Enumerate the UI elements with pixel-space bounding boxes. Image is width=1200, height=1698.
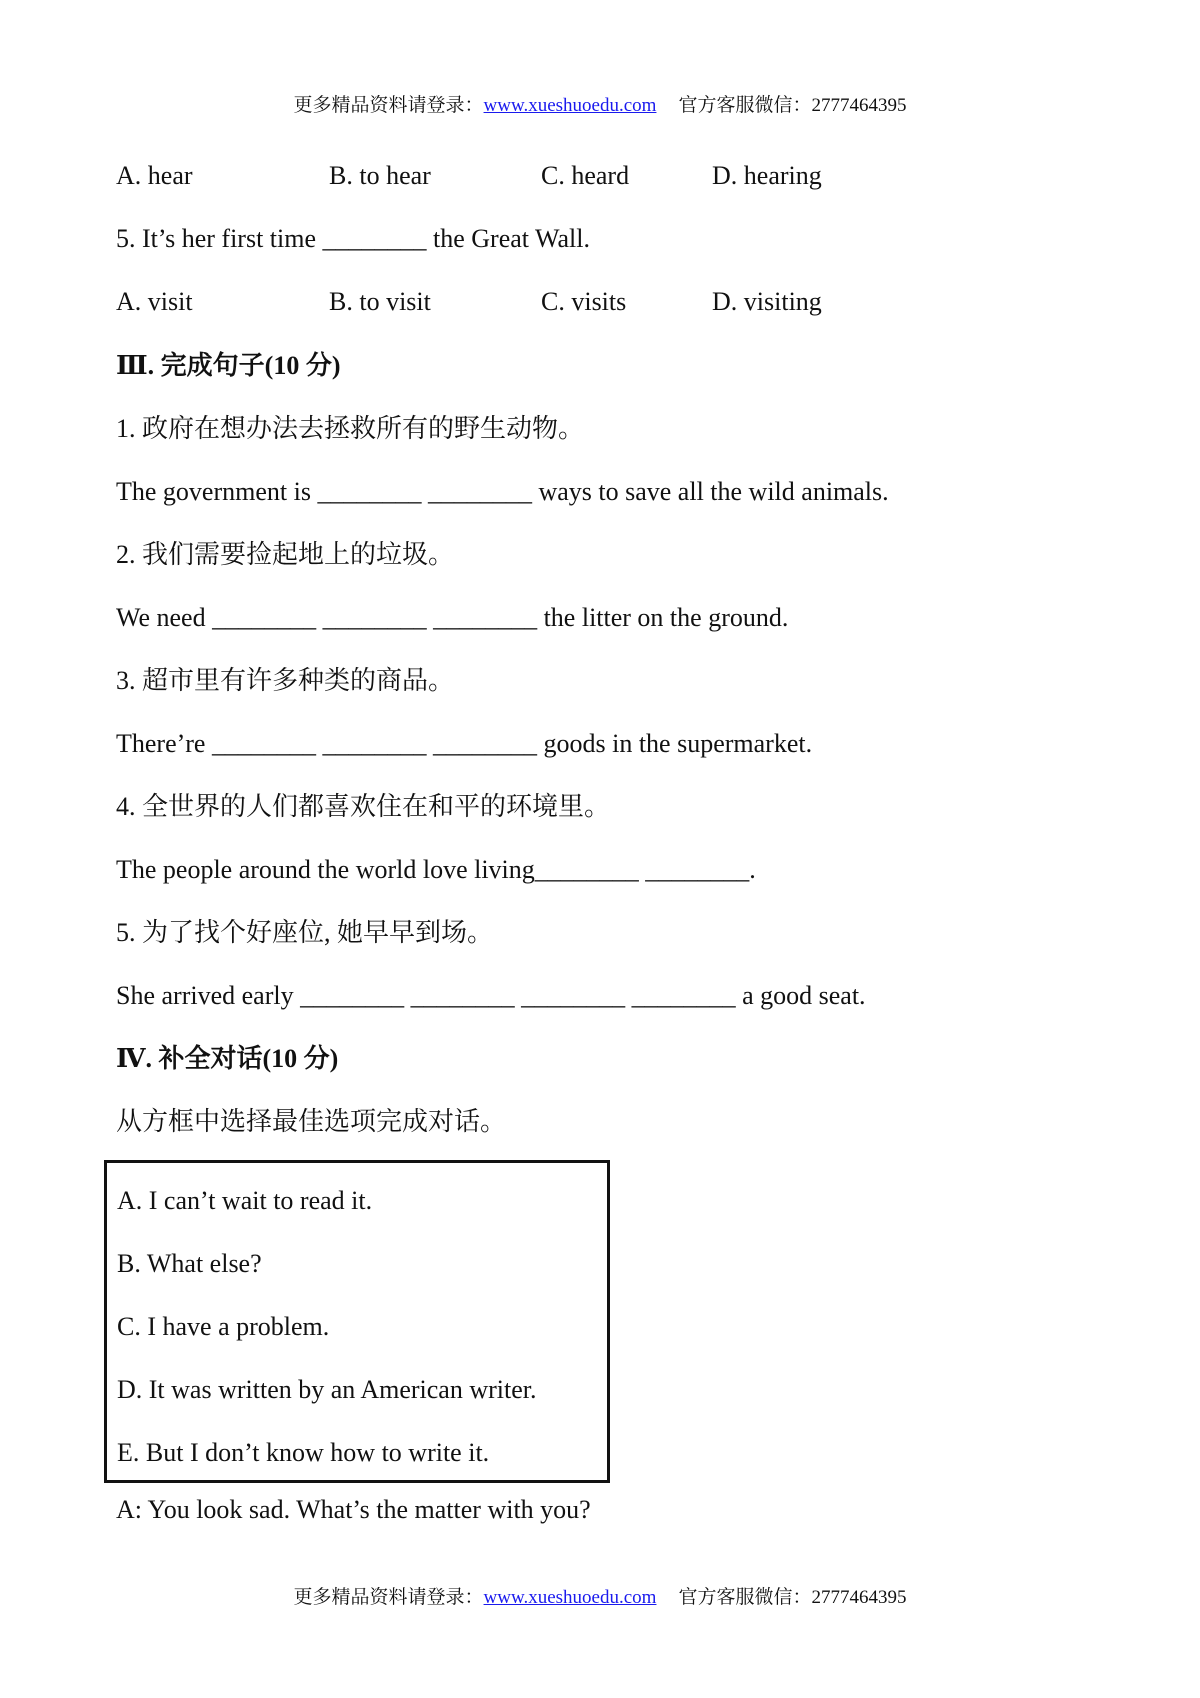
sentence-2-chinese: 2. 我们需要捡起地上的垃圾。 <box>116 540 455 569</box>
header-wechat: 官方客服微信：2777464395 <box>678 95 907 116</box>
choice-b: B. What else? <box>117 1249 262 1278</box>
choice-c: C. I have a problem. <box>117 1312 330 1341</box>
header-prefix: 更多精品资料请登录： <box>293 1587 484 1608</box>
header-prefix: 更多精品资料请登录： <box>293 95 484 116</box>
choice-e: E. But I don’t know how to write it. <box>117 1438 490 1467</box>
sentence-1-chinese: 1. 政府在想办法去拯救所有的野生动物。 <box>116 414 585 443</box>
choice-box <box>104 1160 610 1483</box>
sentence-5-chinese: 5. 为了找个好座位, 她早早到场。 <box>116 918 494 947</box>
header-wechat: 官方客服微信：2777464395 <box>678 1587 907 1608</box>
option-a: A. hear <box>116 161 193 190</box>
sentence-5-english: She arrived early ________ ________ ________ ________ a good seat. <box>116 981 866 1010</box>
header-url-link[interactable]: www.xueshuoedu.com <box>483 95 657 116</box>
section-3-title: Ⅲ. 完成句子(10 分) <box>116 351 341 380</box>
sentence-1-english: The government is ________ ________ ways to save all the wild animals. <box>116 477 889 506</box>
header-url-link[interactable]: www.xueshuoedu.com <box>483 1587 657 1608</box>
page-header-top <box>0 90 1200 117</box>
sentence-2-english: We need ________ ________ ________ the litter on the ground. <box>116 603 789 632</box>
choice-d: D. It was written by an American writer. <box>117 1375 537 1404</box>
section-4-title: Ⅳ. 补全对话(10 分) <box>116 1044 339 1073</box>
page-header-bottom <box>0 1582 1200 1609</box>
section-4-instruction: 从方框中选择最佳选项完成对话。 <box>116 1107 507 1136</box>
option-b: B. to hear <box>329 161 431 190</box>
option-c: C. heard <box>541 161 630 190</box>
option-b: B. to visit <box>329 287 431 316</box>
option-a: A. visit <box>116 287 193 316</box>
option-d: D. hearing <box>712 161 822 190</box>
option-c: C. visits <box>541 287 627 316</box>
option-d: D. visiting <box>712 287 822 316</box>
dialog-line-1: A: You look sad. What’s the matter with you? <box>116 1495 591 1524</box>
sentence-4-chinese: 4. 全世界的人们都喜欢住在和平的环境里。 <box>116 792 611 821</box>
sentence-3-english: There’re ________ ________ ________ goods in the supermarket. <box>116 729 813 758</box>
sentence-4-english: The people around the world love living________ ________. <box>116 855 756 884</box>
sentence-3-chinese: 3. 超市里有许多种类的商品。 <box>116 666 455 695</box>
question-5-text: 5. It’s her first time ________ the Great Wall. <box>116 224 590 253</box>
choice-a: A. I can’t wait to read it. <box>117 1186 373 1215</box>
